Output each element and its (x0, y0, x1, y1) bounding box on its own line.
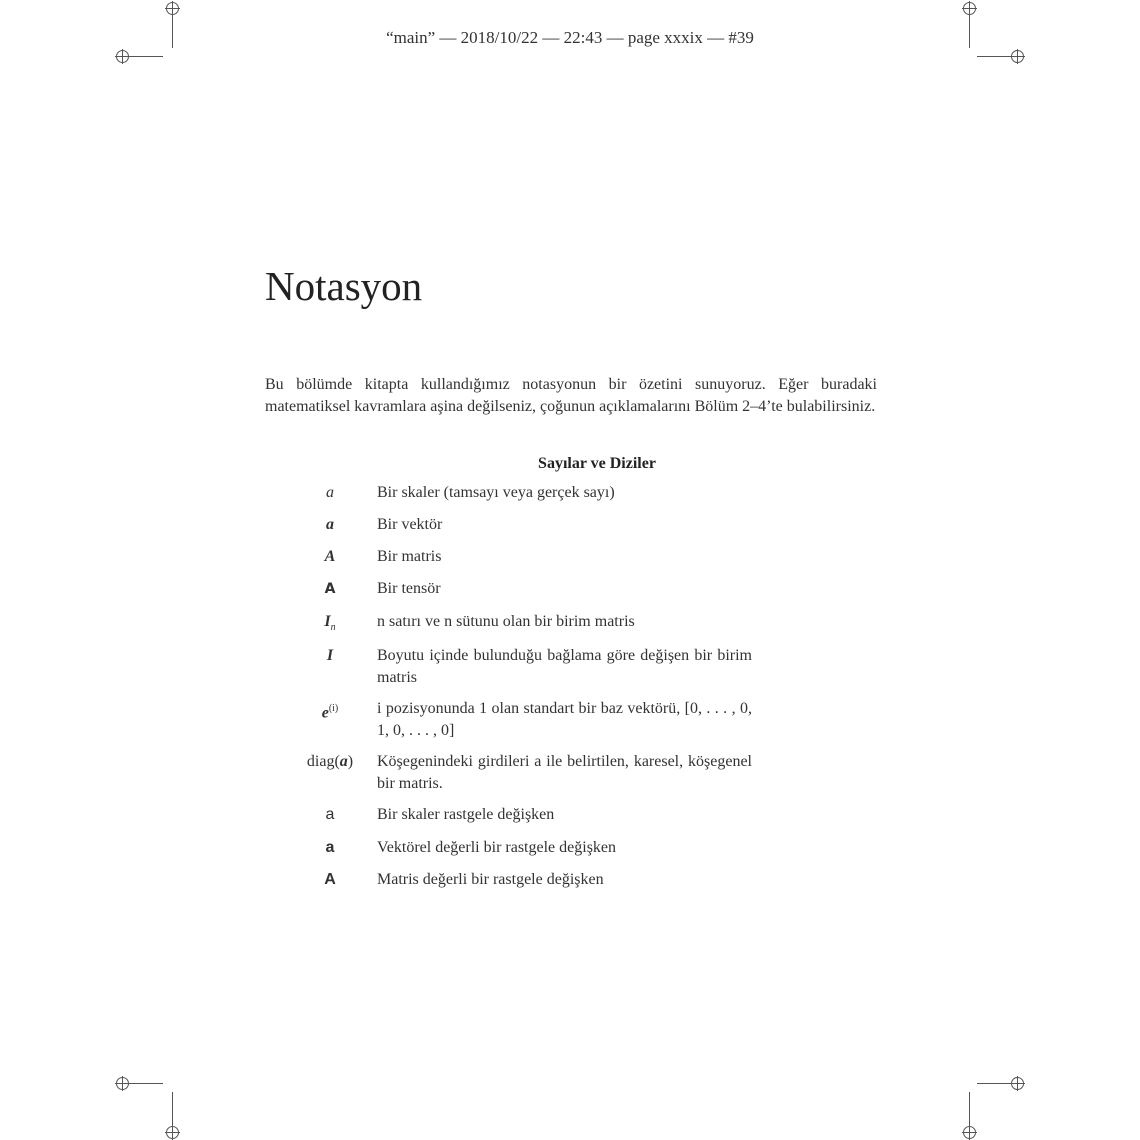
notation-description: Bir vektör (377, 516, 443, 533)
notation-symbol: I (326, 647, 334, 664)
registration-target-icon (963, 2, 976, 15)
notation-symbol: a (326, 484, 334, 501)
registration-target-icon (1011, 50, 1024, 63)
running-head: “main” — 2018/10/22 — 22:43 — page xxxix — #39 (386, 28, 754, 47)
notation-symbol: a (325, 839, 335, 856)
notation-symbol: $I_n$ (324, 613, 336, 634)
notation-symbol: A (324, 548, 336, 565)
crop-mark-bottom-left-horizontal (130, 1083, 163, 1084)
notation-description: n satırı ve n sütunu olan bir birim matris (377, 613, 635, 630)
notation-description: Bir matris (377, 548, 442, 565)
notation-symbol: diag(a) (306, 753, 354, 770)
registration-target-icon (116, 50, 129, 63)
notation-symbol: A (324, 581, 336, 597)
notation-description: Bir tensör (377, 580, 441, 597)
notation-symbol: A (324, 871, 336, 888)
notation-symbol: a (325, 806, 335, 823)
page-title: Notasyon (265, 263, 423, 309)
notation-symbol: $e^{(i)}$ (321, 703, 339, 722)
intro-paragraph: Bu bölümde kitapta kullandığımız notasyonun bir özetini sunuyoruz. Eğer buradaki matematiksel kavramlara aşina değilseniz, çoğunun açıklamalarını Bölüm 2–4’te bulabilirsiniz. (265, 376, 877, 415)
crop-mark-bottom-right-horizontal (977, 1083, 1010, 1084)
notation-symbol: a (326, 516, 334, 533)
notation-description: i pozisyonunda 1 olan standart bir baz vektörü, [0, . . . , 0, 1, 0, . . . , 0] (377, 700, 752, 739)
notation-description: Boyutu içinde bulunduğu bağlama göre değişen bir birim matris (377, 647, 752, 686)
notation-description: Köşegenindeki girdileri a ile belirtilen, karesel, köşegenel bir matris. (377, 753, 752, 792)
section-title: Sayılar ve Diziler (538, 455, 656, 472)
registration-target-icon (166, 2, 179, 15)
notation-description: Bir skaler (tamsayı veya gerçek sayı) (377, 484, 615, 501)
crop-mark-top-left-horizontal (130, 56, 163, 57)
registration-target-icon (166, 1126, 179, 1139)
notation-description: Bir skaler rastgele değişken (377, 806, 555, 823)
crop-mark-bottom-right-vertical (969, 1092, 970, 1128)
notation-description: Matris değerli bir rastgele değişken (377, 871, 604, 888)
registration-target-icon (116, 1077, 129, 1090)
registration-target-icon (1011, 1077, 1024, 1090)
crop-mark-top-right-horizontal (977, 56, 1010, 57)
notation-description: Vektörel değerli bir rastgele değişken (377, 839, 617, 856)
crop-mark-bottom-left-vertical (172, 1092, 173, 1128)
registration-target-icon (963, 1126, 976, 1139)
